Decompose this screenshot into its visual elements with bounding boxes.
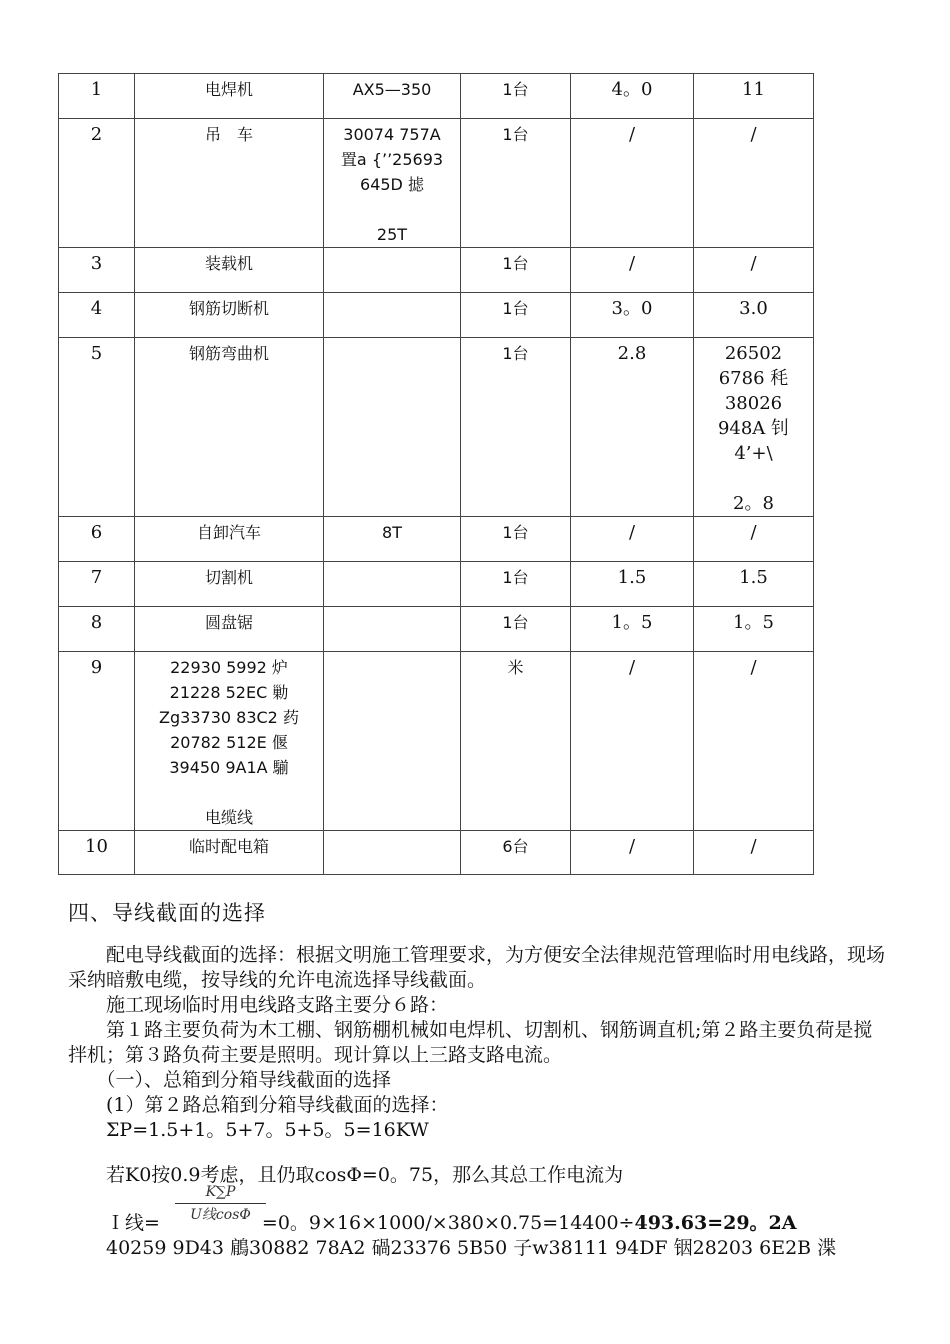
- cell-model: [324, 831, 461, 875]
- cell-quantity: 1台: [461, 517, 571, 562]
- current-calc-result: 493.63=29。2A: [634, 1212, 797, 1234]
- cell-model: 8T: [324, 517, 461, 562]
- table-row: [59, 338, 814, 517]
- cell-name: 装载机: [135, 248, 324, 293]
- cell-quantity: 1台: [461, 74, 571, 119]
- cell-value-2: /: [694, 119, 814, 248]
- cell-model: [324, 248, 461, 293]
- cell-value-2: 11: [694, 74, 814, 119]
- table-row: [59, 74, 814, 119]
- cell-quantity: 1台: [461, 119, 571, 248]
- paragraph-route2: (1）第２路总箱到分箱导线截面的选择：: [68, 1094, 449, 1116]
- paragraph-branches: 施工现场临时用电线路支路主要分６路：: [68, 994, 449, 1016]
- cell-number: 9: [59, 652, 135, 831]
- cell-value-1: 4。0: [571, 74, 694, 119]
- cell-value-1: 3。0: [571, 293, 694, 338]
- table-row: [59, 517, 814, 562]
- table-row: [59, 119, 814, 248]
- cell-quantity: 米: [461, 652, 571, 831]
- cell-value-2: /: [694, 831, 814, 875]
- cell-name: 吊 车: [135, 119, 324, 248]
- cell-number: 5: [59, 338, 135, 517]
- cell-value-1: /: [571, 517, 694, 562]
- cell-value-2: /: [694, 248, 814, 293]
- equipment-table: [58, 73, 814, 875]
- cell-value-2: 3.0: [694, 293, 814, 338]
- cell-value-2: 1。5: [694, 607, 814, 652]
- table-row: [59, 248, 814, 293]
- formula-fraction-bar: [175, 1203, 266, 1204]
- paragraph-subsection: （一）、总箱到分箱导线截面的选择: [68, 1069, 392, 1091]
- cell-number: 4: [59, 293, 135, 338]
- cell-model: [324, 338, 461, 517]
- cell-value-1: /: [571, 119, 694, 248]
- equipment-table-body: [59, 74, 814, 875]
- section-title: 四、导线截面的选择: [68, 901, 266, 925]
- cell-value-1: /: [571, 248, 694, 293]
- cell-value-1: /: [571, 831, 694, 875]
- cell-model: [324, 562, 461, 607]
- paragraph-garbled: 40259 9D43 鵳30882 78A2 碢23376 5B50 子w38111 94DF 铟28203 6E2B 渫: [68, 1237, 837, 1259]
- paragraph-loads: 第１路主要负荷为木工棚、钢筋棚机械如电焊机、切割机、钢筋调直机;第２路主要负荷是搅拌机；第３路负荷主要是照明。现计算以上三路支路电流。: [68, 1019, 873, 1066]
- cell-name: 钢筋切断机: [135, 293, 324, 338]
- cell-number: 1: [59, 74, 135, 119]
- cell-value-1: 1.5: [571, 562, 694, 607]
- cell-name: 临时配电箱: [135, 831, 324, 875]
- cell-value-1: 1。5: [571, 607, 694, 652]
- cell-number: 7: [59, 562, 135, 607]
- table-row: [59, 652, 814, 831]
- table-row: [59, 562, 814, 607]
- cell-value-1: 2.8: [571, 338, 694, 517]
- paragraph-intro: 配电导线截面的选择：根据文明施工管理要求，为方便安全法律规范管理临时用电线路，现场采纳暗敷电缆，按导线的允许电流选择导线截面。: [68, 944, 886, 991]
- paragraph-current-calc: [68, 1211, 888, 1236]
- cell-value-2: 1.5: [694, 562, 814, 607]
- current-label: Ｉ线=: [68, 1212, 160, 1234]
- cell-quantity: 1台: [461, 562, 571, 607]
- table-row: [59, 607, 814, 652]
- cell-model: [324, 607, 461, 652]
- cell-name: 22930 5992 炉 21228 52EC 勦 Zg33730 83C2 药 20782 512E 偃 39450 9A1A 騚 电缆线: [135, 652, 324, 831]
- cell-name: 切割机: [135, 562, 324, 607]
- cell-value-2: /: [694, 517, 814, 562]
- cell-quantity: 6台: [461, 831, 571, 875]
- cell-quantity: 1台: [461, 338, 571, 517]
- table-row: [59, 831, 814, 875]
- cell-quantity: 1台: [461, 248, 571, 293]
- cell-name: 圆盘锯: [135, 607, 324, 652]
- formula-numerator: K∑P: [205, 1184, 236, 1200]
- paragraph-sum-power: ΣP=1.5+1。5+7。5+5。5=16KW: [68, 1119, 429, 1141]
- cell-model: AX5—350: [324, 74, 461, 119]
- cell-name: 自卸汽车: [135, 517, 324, 562]
- cell-value-2: 26502 6786 秏 38026 948A 钊 4’+\ 2。8: [694, 338, 814, 517]
- current-calc-text: =0。9×16×1000/×380×0.75=14400÷: [261, 1212, 635, 1234]
- cell-number: 6: [59, 517, 135, 562]
- cell-quantity: 1台: [461, 293, 571, 338]
- paragraph-coefficient: 若K0按0.9考虑，且仍取cosΦ=0。75，那么其总工作电流为: [68, 1164, 624, 1186]
- cell-value-2: /: [694, 652, 814, 831]
- cell-name: 钢筋弯曲机: [135, 338, 324, 517]
- cell-number: 3: [59, 248, 135, 293]
- cell-model: 30074 757A 置a {’’25693 645D 摅 25T: [324, 119, 461, 248]
- table-row: [59, 293, 814, 338]
- cell-name: 电焊机: [135, 74, 324, 119]
- cell-number: 10: [59, 831, 135, 875]
- cell-number: 8: [59, 607, 135, 652]
- cell-model: [324, 293, 461, 338]
- cell-number: 2: [59, 119, 135, 248]
- cell-model: [324, 652, 461, 831]
- cell-value-1: /: [571, 652, 694, 831]
- formula-denominator: U线cosΦ: [190, 1207, 251, 1223]
- cell-quantity: 1台: [461, 607, 571, 652]
